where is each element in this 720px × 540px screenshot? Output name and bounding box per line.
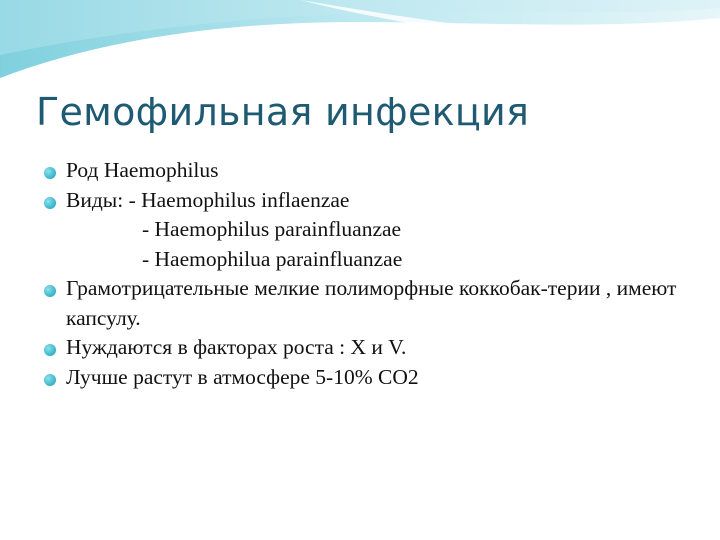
bullet-text: Нуждаются в факторах роста : X и V. <box>66 335 407 359</box>
bullet-sub-item: - Haemophilua parainfluanzae <box>142 246 403 271</box>
bullet-text: Лучше растут в атмосфере 5-10% CO2 <box>66 364 419 389</box>
bullet-dot-icon <box>44 167 56 179</box>
bullet-species <box>44 186 716 275</box>
bullet-text: Грамотрицательные мелкие полиморфные коккобак-терии , имеют капсулу. <box>66 276 677 330</box>
bullet-morphology <box>44 274 716 333</box>
bullet-dot-icon <box>44 285 56 297</box>
bullet-genus <box>44 156 716 186</box>
header-wave-decoration <box>0 0 720 80</box>
bullet-sub-item: - Haemophilus parainfluanzae <box>142 217 402 241</box>
bullet-list <box>44 156 716 392</box>
bullet-dot-icon <box>44 374 56 386</box>
bullet-dot-icon <box>44 344 56 356</box>
bullet-dot-icon <box>44 197 56 209</box>
bullet-atmosphere <box>44 363 716 393</box>
bullet-text: Виды: - Haemophilus inflaenzae <box>66 187 350 212</box>
bullet-growth-factors <box>44 333 716 363</box>
slide-title: Гемофильная инфекция <box>36 90 530 134</box>
bullet-text: Род Haemophilus <box>66 158 219 182</box>
